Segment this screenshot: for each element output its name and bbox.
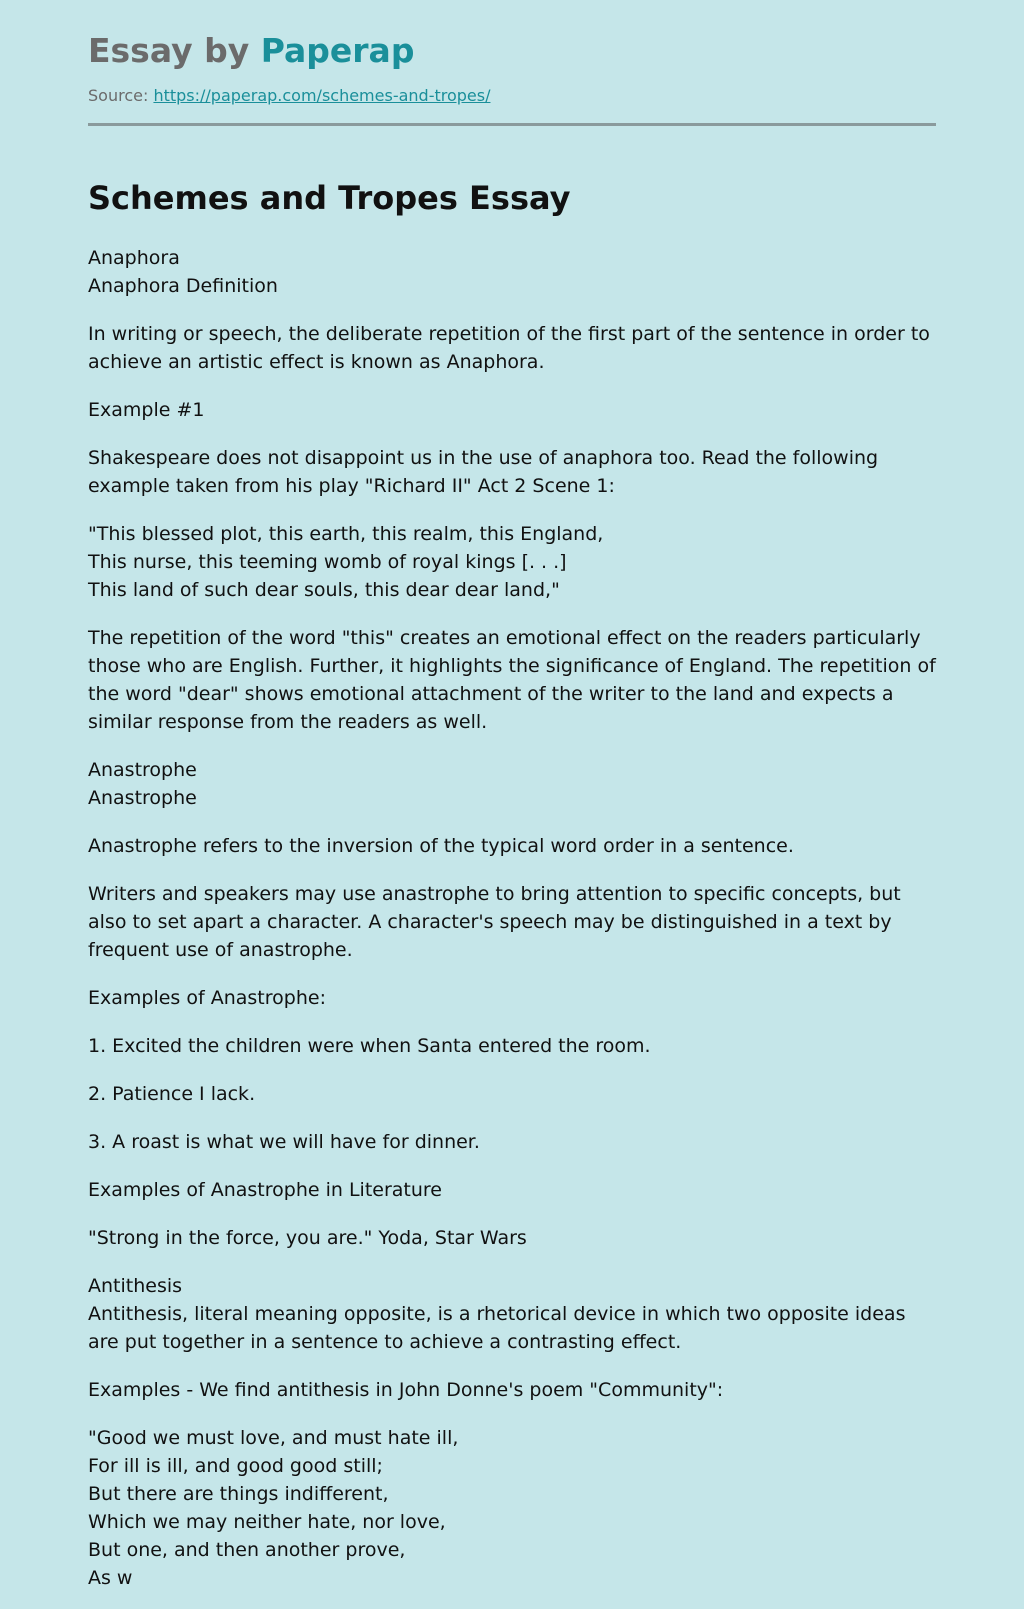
essay-title: Schemes and Tropes Essay [88, 179, 571, 217]
paragraph-line: Examples - We find antithesis in John Donne's poem "Community": [88, 1379, 724, 1401]
paragraph-line: Anastrophe [88, 759, 197, 781]
essay-paragraph [88, 1272, 936, 1356]
paragraph-line: But one, and then another prove, [88, 1539, 406, 1561]
essay-paragraph [88, 984, 936, 1012]
paragraph-line: Antithesis, literal meaning opposite, is a rhetorical device in which two opposite ideas are put together in a sentence to achieve a contrasting effect. [88, 1303, 906, 1353]
paragraph-line: Writers and speakers may use anastrophe to bring attention to specific concepts, but also to set apart a character. A character's speech may be distinguished in a text by frequent use of anastrophe. [88, 883, 901, 961]
paragraph-line: "Strong in the force, you are." Yoda, Star Wars [88, 1227, 527, 1249]
header-divider [88, 123, 936, 126]
essay-paragraph [88, 520, 936, 604]
paragraph-line: This nurse, this teeming womb of royal kings [. . .] [88, 551, 567, 573]
paragraph-line: Which we may neither hate, nor love, [88, 1511, 446, 1533]
essay-paragraph [88, 1224, 936, 1252]
paragraph-line: Anastrophe [88, 787, 197, 809]
brand-header [88, 30, 936, 72]
brand-name: Paperap [260, 31, 415, 70]
essay-paragraph [88, 624, 936, 736]
paragraph-line: Anaphora Definition [88, 275, 278, 297]
paragraph-line: For ill is ill, and good good still; [88, 1455, 383, 1477]
paragraph-line: Examples of Anastrophe: [88, 987, 326, 1009]
paragraph-line: 3. A roast is what we will have for dinner. [88, 1131, 480, 1153]
paragraph-line: Shakespeare does not disappoint us in the use of anaphora too. Read the following example taken from his play "Richard II" Act 2 Scene 1: [88, 447, 879, 497]
essay-paragraph [88, 320, 936, 376]
brand-prefix: Essay by [88, 31, 261, 70]
source-label: Source: [88, 86, 154, 105]
paragraph-line: As w [88, 1567, 133, 1589]
essay-paragraph [88, 1424, 936, 1592]
paragraph-line: Anaphora [88, 247, 180, 269]
paragraph-line: The repetition of the word "this" creates an emotional effect on the readers particularly those who are English. Further, it highlights the significance of England. The repetition of the word "dear" shows emotional attachment of the writer to the land and expects a similar response from the readers as well. [88, 627, 936, 733]
essay-paragraph [88, 1032, 936, 1060]
essay-paragraph [88, 444, 936, 500]
source-line [88, 85, 936, 107]
paragraph-line: "Good we must love, and must hate ill, [88, 1427, 459, 1449]
essay-paragraph [88, 1376, 936, 1404]
essay-paragraph [88, 1128, 936, 1156]
essay-paragraph [88, 832, 936, 860]
essay-paragraph [88, 244, 936, 300]
paragraph-line: "This blessed plot, this earth, this realm, this England, [88, 523, 604, 545]
paragraph-line: But there are things indifferent, [88, 1483, 389, 1505]
paragraph-line: In writing or speech, the deliberate repetition of the first part of the sentence in order to achieve an artistic effect is known as Anaphora. [88, 323, 930, 373]
paragraph-line: Antithesis [88, 1275, 183, 1297]
essay-body [88, 244, 936, 1592]
essay-paragraph [88, 396, 936, 424]
paragraph-line: Examples of Anastrophe in Literature [88, 1179, 442, 1201]
essay-paragraph [88, 1080, 936, 1108]
paragraph-line: Anastrophe refers to the inversion of the typical word order in a sentence. [88, 835, 794, 857]
paragraph-line: This land of such dear souls, this dear dear land," [88, 579, 560, 601]
essay-paragraph [88, 880, 936, 964]
paragraph-line: Example #1 [88, 399, 205, 421]
paragraph-line: 1. Excited the children were when Santa entered the room. [88, 1035, 651, 1057]
essay-paragraph [88, 1176, 936, 1204]
essay-paragraph [88, 756, 936, 812]
source-link[interactable]: https://paperap.com/schemes-and-tropes/ [153, 86, 491, 105]
paragraph-line: 2. Patience I lack. [88, 1083, 256, 1105]
